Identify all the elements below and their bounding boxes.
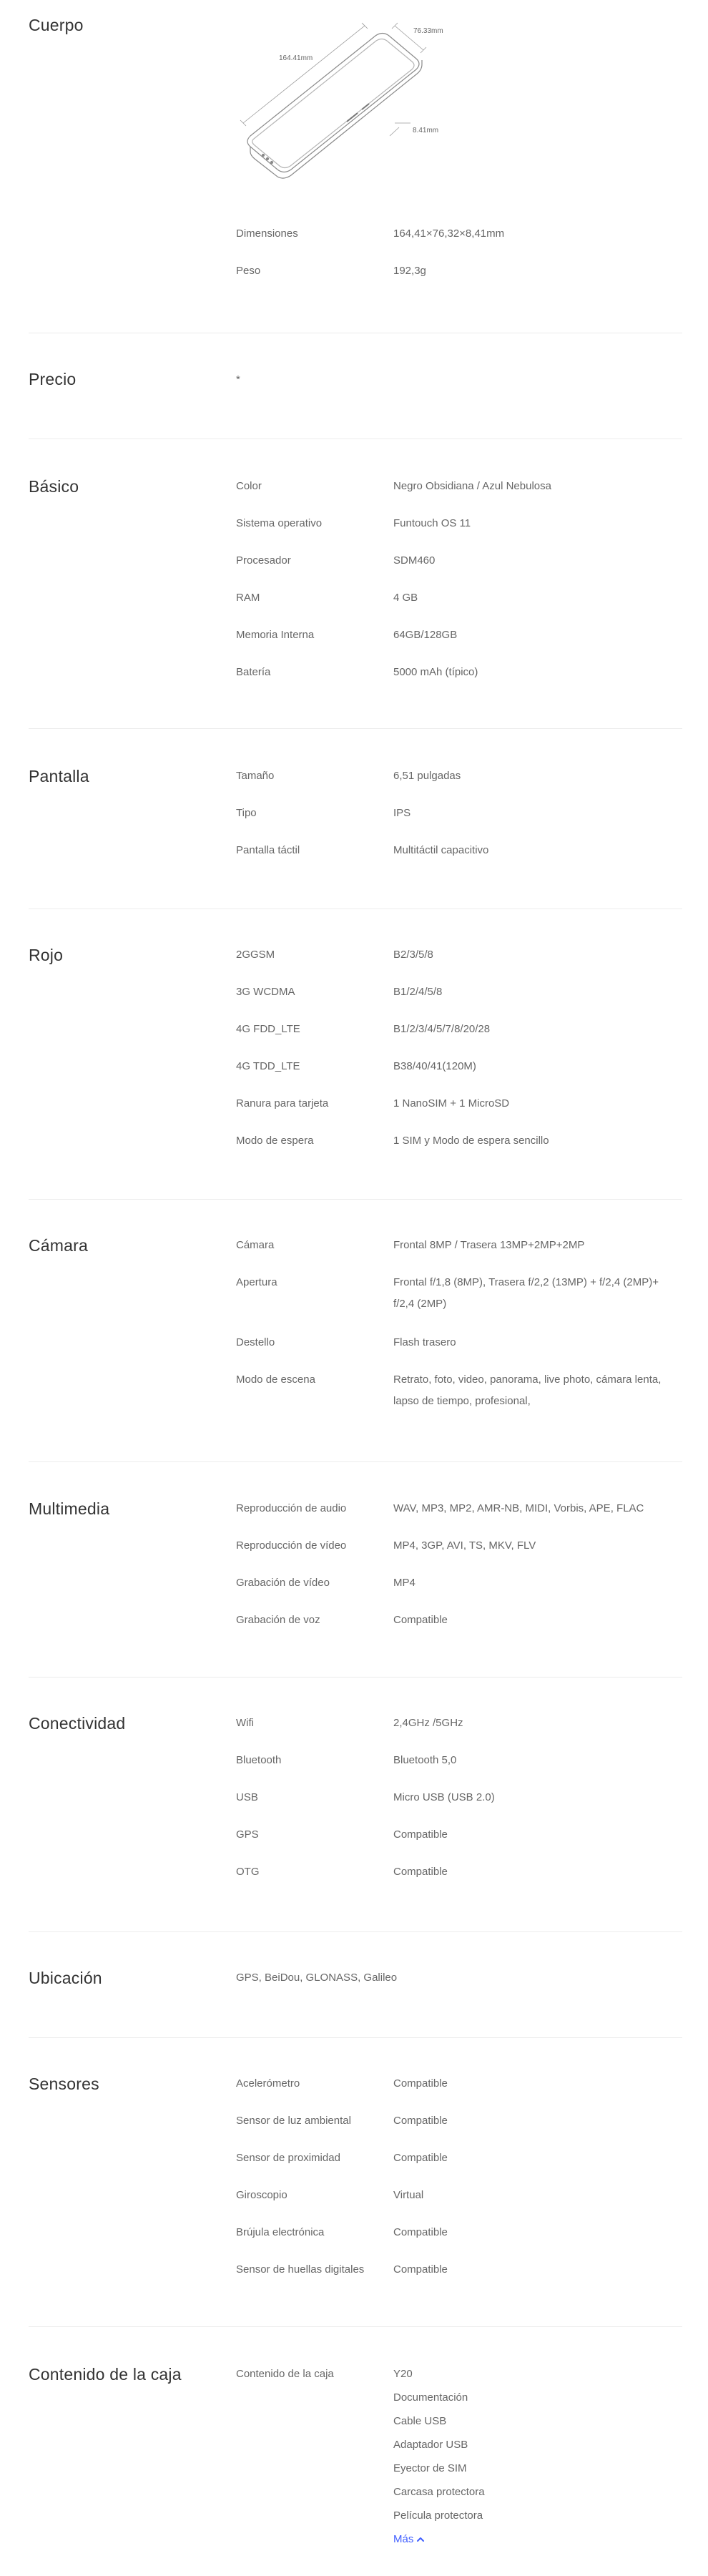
spec-value: B2/3/5/8 bbox=[393, 949, 433, 961]
spec-value: IPS bbox=[393, 807, 411, 819]
divider bbox=[29, 1461, 682, 1462]
divider bbox=[29, 2037, 682, 2038]
spec-value: Micro USB (USB 2.0) bbox=[393, 1791, 495, 1803]
spec-value: Retrato, foto, video, panorama, live photo, cámara lenta, lapso de tiempo, profesional, bbox=[393, 1373, 662, 1407]
spec-key: Pantalla táctil bbox=[236, 844, 300, 856]
spec-key: 4G FDD_LTE bbox=[236, 1023, 300, 1035]
spec-key: Tamaño bbox=[236, 770, 275, 782]
list-item: Cable USB bbox=[393, 2415, 447, 2427]
spec-key: Sensor de luz ambiental bbox=[236, 2115, 351, 2127]
spec-value: Flash trasero bbox=[393, 1336, 456, 1348]
spec-value: 2,4GHz /5GHz bbox=[393, 1717, 463, 1729]
spec-value: 1 SIM y Modo de espera sencillo bbox=[393, 1135, 549, 1147]
price-value: * bbox=[236, 373, 240, 386]
spec-key: Memoria Interna bbox=[236, 629, 315, 641]
location-value: GPS, BeiDou, GLONASS, Galileo bbox=[236, 1972, 398, 1984]
show-more-link[interactable] bbox=[393, 2527, 425, 2551]
spec-key: Apertura bbox=[236, 1276, 277, 1288]
show-more-label: Más bbox=[393, 2533, 414, 2545]
section-title-sensors: Sensores bbox=[29, 2075, 99, 2093]
section-network bbox=[29, 946, 682, 1175]
section-price bbox=[29, 370, 682, 413]
spec-value: 4 GB bbox=[393, 592, 418, 604]
dim-length-label: 164.41mm bbox=[279, 54, 313, 62]
section-basic bbox=[29, 477, 682, 706]
spec-key: Acelerómetro bbox=[236, 2077, 300, 2090]
section-title-body: Cuerpo bbox=[29, 16, 84, 34]
spec-value: Negro Obsidiana / Azul Nebulosa bbox=[393, 480, 551, 492]
spec-value: SDM460 bbox=[393, 554, 436, 567]
divider bbox=[29, 2326, 682, 2327]
section-connectivity bbox=[29, 1714, 682, 1907]
chevron-up-icon bbox=[416, 2535, 425, 2544]
spec-key: Grabación de voz bbox=[236, 1614, 320, 1626]
section-box-contents bbox=[29, 2365, 682, 2572]
spec-value: Frontal f/1,8 (8MP), Trasera f/2,2 (13MP) + f/2,4 (2MP)+ f/2,4 (2MP) bbox=[393, 1276, 659, 1310]
list-item: Eyector de SIM bbox=[393, 2462, 467, 2474]
section-title-display: Pantalla bbox=[29, 767, 89, 785]
spec-key: Color bbox=[236, 480, 262, 492]
section-title-network: Rojo bbox=[29, 946, 64, 964]
spec-value: Compatible bbox=[393, 1614, 448, 1626]
section-location bbox=[29, 1969, 682, 2012]
spec-key: Procesador bbox=[236, 554, 291, 567]
section-display bbox=[29, 767, 682, 896]
list-item: Y20 bbox=[393, 2368, 413, 2380]
spec-value: Frontal 8MP / Trasera 13MP+2MP+2MP bbox=[393, 1239, 585, 1251]
section-sensors bbox=[29, 2075, 682, 2303]
spec-value: Compatible bbox=[393, 2152, 448, 2164]
spec-key: Modo de escena bbox=[236, 1373, 315, 1386]
spec-value: Multitáctil capacitivo bbox=[393, 844, 489, 856]
section-title-price: Precio bbox=[29, 370, 77, 388]
spec-value: 5000 mAh (típico) bbox=[393, 666, 478, 678]
spec-key: Destello bbox=[236, 1336, 275, 1348]
spec-value: MP4 bbox=[393, 1577, 416, 1589]
spec-value: Compatible bbox=[393, 2077, 448, 2090]
box-contents-key: Contenido de la caja bbox=[236, 2368, 334, 2380]
spec-value: Virtual bbox=[393, 2189, 424, 2201]
divider bbox=[29, 1677, 682, 1678]
spec-key: Cámara bbox=[236, 1239, 275, 1251]
spec-key: Sistema operativo bbox=[236, 517, 323, 529]
spec-value: WAV, MP3, MP2, AMR-NB, MIDI, Vorbis, APE, FLAC bbox=[393, 1502, 644, 1514]
dim-thickness-label: 8.41mm bbox=[413, 127, 439, 134]
spec-key: Grabación de vídeo bbox=[236, 1577, 330, 1589]
spec-value: 192,3g bbox=[393, 265, 426, 277]
spec-key: Giroscopio bbox=[236, 2189, 287, 2201]
spec-value: 164,41×76,32×8,41mm bbox=[393, 227, 505, 240]
spec-value: Compatible bbox=[393, 2226, 448, 2238]
spec-value: Bluetooth 5,0 bbox=[393, 1754, 457, 1766]
spec-value: Compatible bbox=[393, 2263, 448, 2276]
spec-value: B38/40/41(120M) bbox=[393, 1060, 476, 1072]
spec-key: Reproducción de vídeo bbox=[236, 1539, 347, 1552]
section-camera bbox=[29, 1236, 682, 1458]
spec-key: Modo de espera bbox=[236, 1135, 314, 1147]
spec-key: Brújula electrónica bbox=[236, 2226, 325, 2238]
section-title-connectivity: Conectividad bbox=[29, 1714, 126, 1733]
section-multimedia bbox=[29, 1499, 682, 1657]
spec-key: Tipo bbox=[236, 807, 257, 819]
spec-key: 2GGSM bbox=[236, 949, 275, 961]
section-title-camera: Cámara bbox=[29, 1236, 89, 1255]
spec-key: Wifi bbox=[236, 1717, 254, 1729]
spec-key: Sensor de proximidad bbox=[236, 2152, 340, 2164]
divider bbox=[29, 1199, 682, 1200]
spec-key: USB bbox=[236, 1791, 258, 1803]
box-contents-list bbox=[393, 2362, 485, 2551]
spec-key: 4G TDD_LTE bbox=[236, 1060, 300, 1072]
spec-key: 3G WCDMA bbox=[236, 986, 295, 998]
spec-key: OTG bbox=[236, 1866, 260, 1878]
spec-value: 6,51 pulgadas bbox=[393, 770, 461, 782]
divider bbox=[29, 1931, 682, 1932]
section-title-box-contents: Contenido de la caja bbox=[29, 2365, 182, 2384]
list-item: Carcasa protectora bbox=[393, 2486, 485, 2498]
list-item: Documentación bbox=[393, 2391, 468, 2404]
list-item: Adaptador USB bbox=[393, 2439, 468, 2451]
spec-value: Funtouch OS 11 bbox=[393, 517, 471, 529]
spec-key: Batería bbox=[236, 666, 271, 678]
divider bbox=[29, 728, 682, 729]
dim-width-label: 76.33mm bbox=[413, 27, 443, 35]
section-title-multimedia: Multimedia bbox=[29, 1499, 110, 1518]
spec-key: Ranura para tarjeta bbox=[236, 1097, 329, 1110]
section-title-basic: Básico bbox=[29, 477, 79, 496]
spec-value: B1/2/3/4/5/7/8/20/28 bbox=[393, 1023, 491, 1035]
spec-value: Compatible bbox=[393, 2115, 448, 2127]
spec-key: Dimensiones bbox=[236, 227, 298, 240]
spec-value: 1 NanoSIM + 1 MicroSD bbox=[393, 1097, 510, 1110]
phone-dimension-drawing bbox=[236, 16, 472, 180]
spec-key: GPS bbox=[236, 1828, 259, 1841]
section-title-location: Ubicación bbox=[29, 1969, 102, 1987]
section-body bbox=[29, 16, 682, 316]
spec-value: Compatible bbox=[393, 1866, 448, 1878]
spec-key: Peso bbox=[236, 265, 261, 277]
spec-value: MP4, 3GP, AVI, TS, MKV, FLV bbox=[393, 1539, 536, 1552]
spec-value: 64GB/128GB bbox=[393, 629, 458, 641]
spec-key: RAM bbox=[236, 592, 260, 604]
spec-key: Bluetooth bbox=[236, 1754, 282, 1766]
list-item: Película protectora bbox=[393, 2509, 483, 2522]
spec-value: B1/2/4/5/8 bbox=[393, 986, 443, 998]
spec-key: Sensor de huellas digitales bbox=[236, 2263, 365, 2276]
spec-key: Reproducción de audio bbox=[236, 1502, 347, 1514]
spec-value: Compatible bbox=[393, 1828, 448, 1841]
